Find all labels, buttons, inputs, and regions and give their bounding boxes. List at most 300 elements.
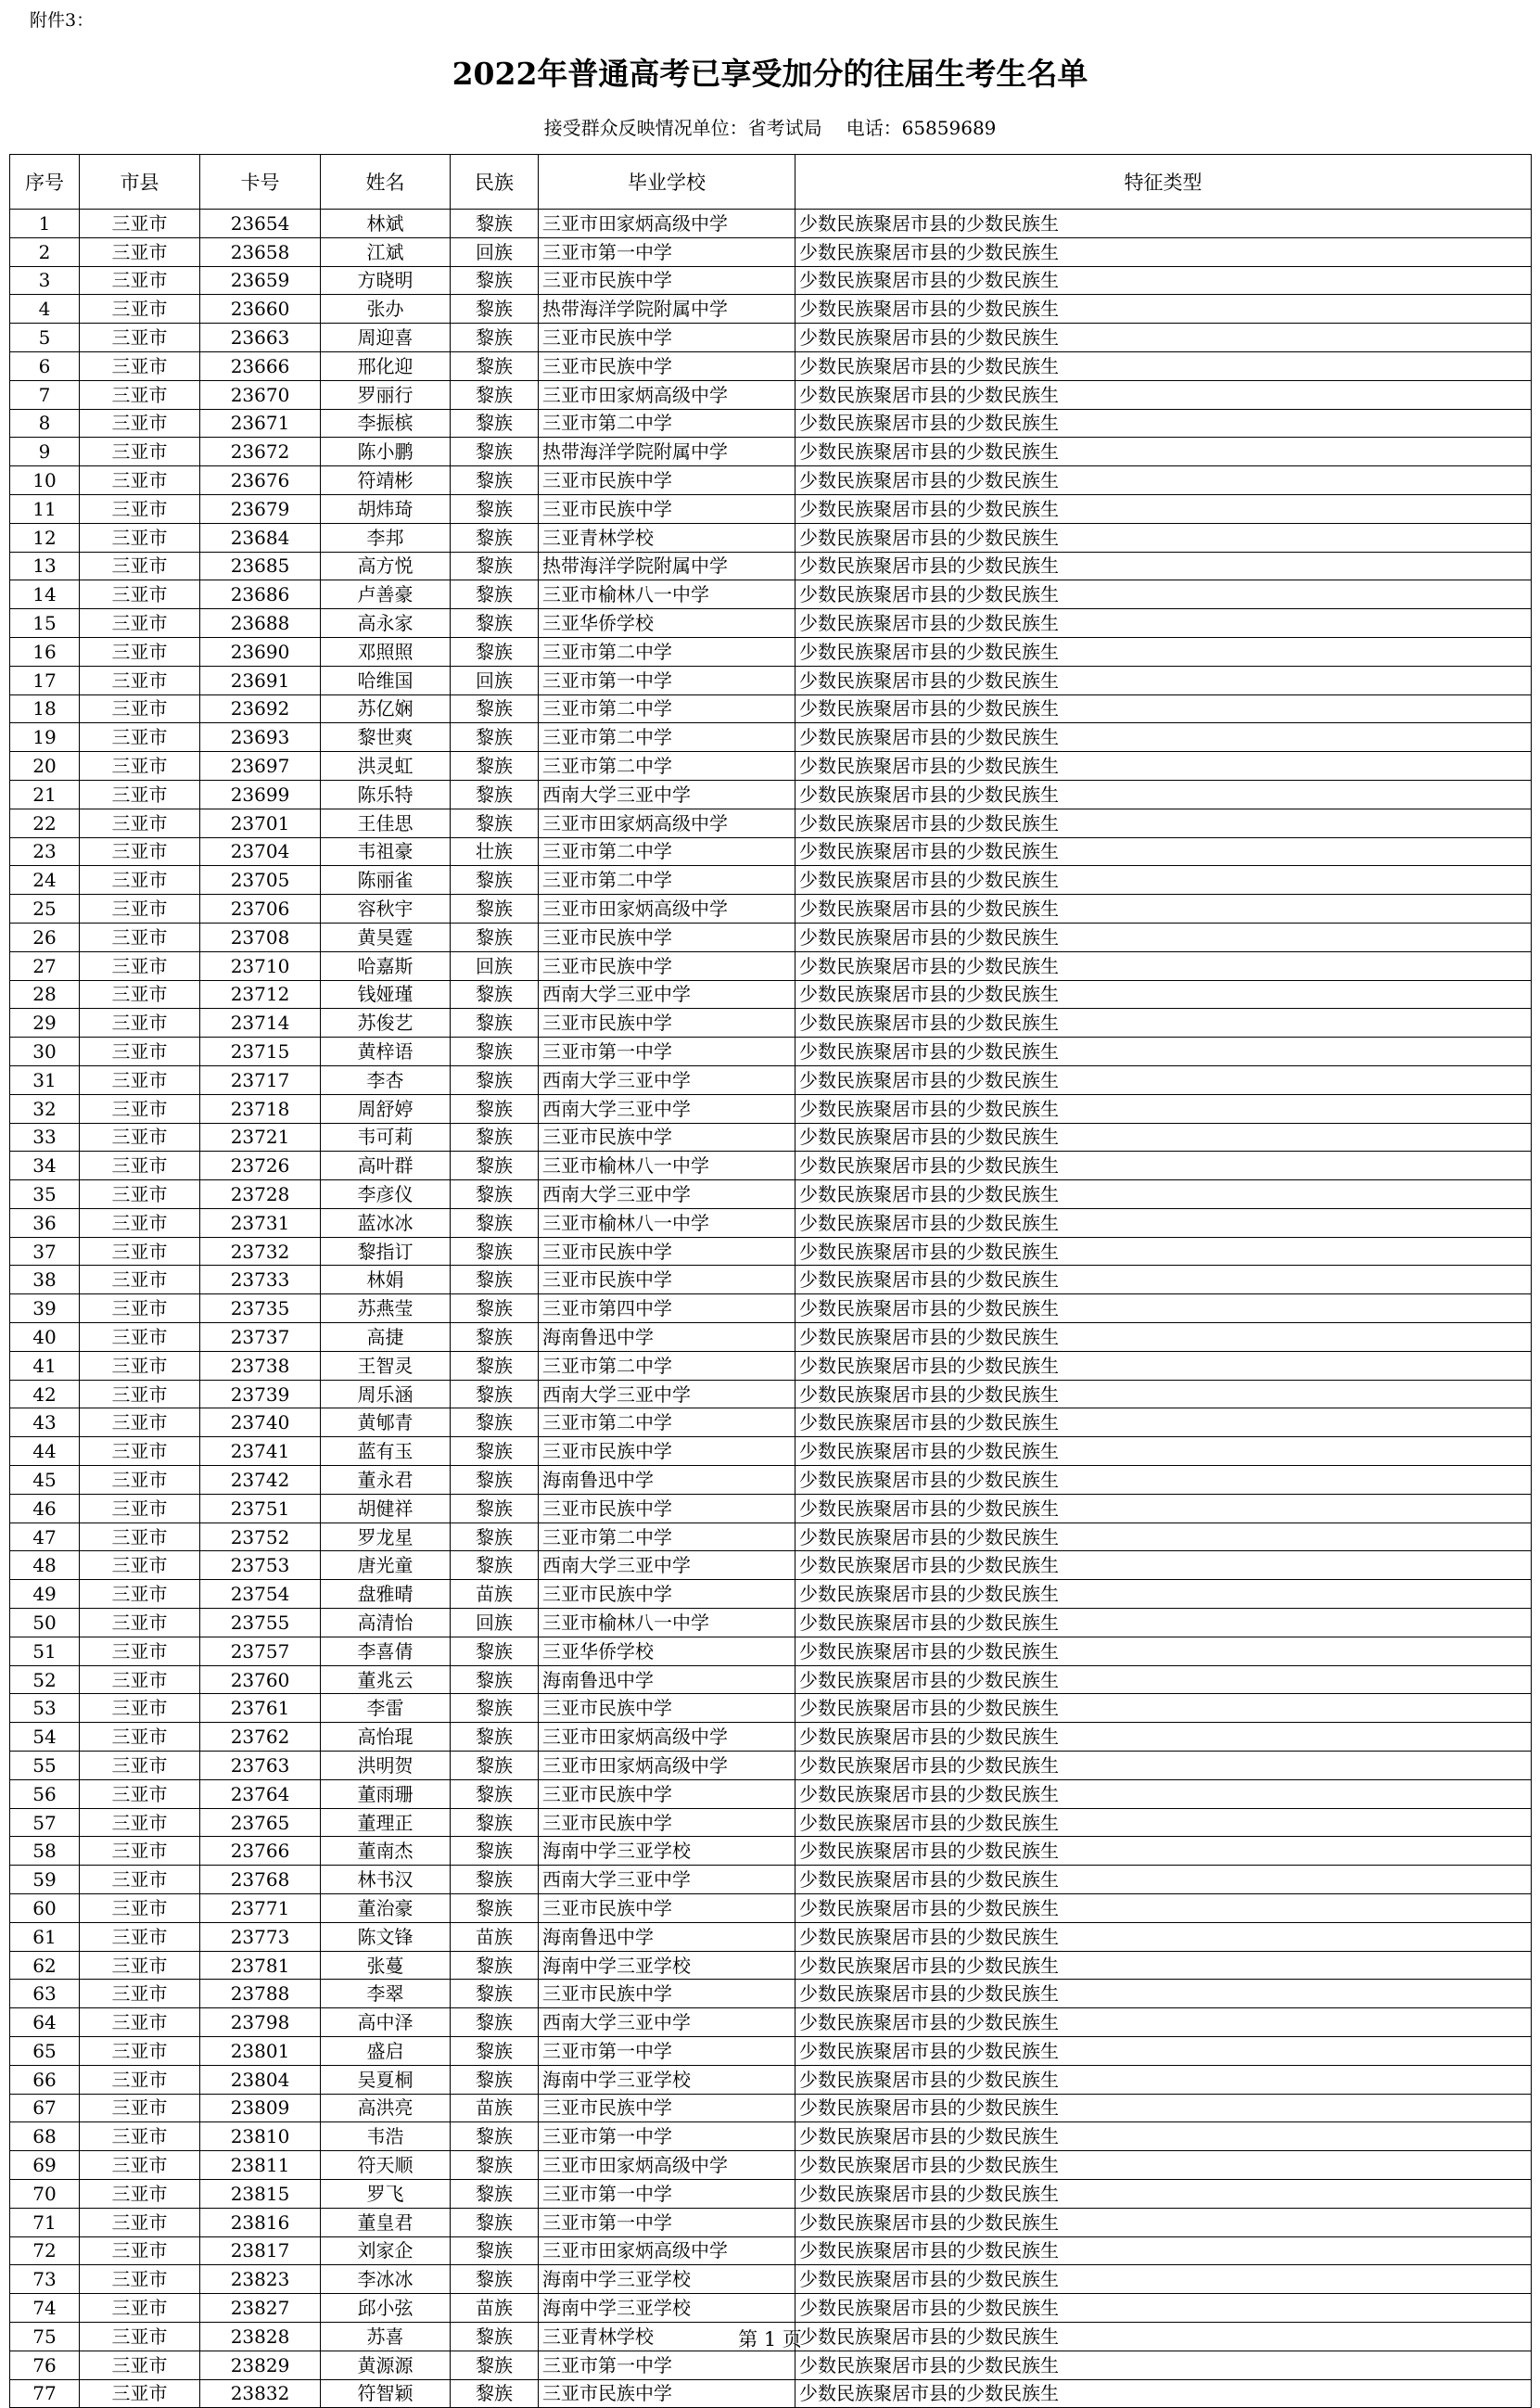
category-cell: 少数民族聚居市县的少数民族生 bbox=[795, 1094, 1532, 1123]
school-cell: 三亚市榆林八一中学 bbox=[539, 580, 795, 609]
category-cell: 少数民族聚居市县的少数民族生 bbox=[795, 637, 1532, 666]
category-cell: 少数民族聚居市县的少数民族生 bbox=[795, 1779, 1532, 1808]
name-cell: 李雷 bbox=[321, 1694, 451, 1723]
school-cell: 三亚市第一中学 bbox=[539, 2351, 795, 2379]
name-cell: 高清怡 bbox=[321, 1609, 451, 1637]
ethnicity-cell: 黎族 bbox=[451, 780, 539, 809]
ethnicity-cell: 黎族 bbox=[451, 2122, 539, 2151]
category-cell: 少数民族聚居市县的少数民族生 bbox=[795, 1752, 1532, 1780]
index-cell: 30 bbox=[10, 1038, 80, 1066]
name-cell: 林娟 bbox=[321, 1266, 451, 1294]
ethnicity-cell: 黎族 bbox=[451, 324, 539, 352]
school-cell: 三亚市第四中学 bbox=[539, 1294, 795, 1323]
school-cell: 三亚市榆林八一中学 bbox=[539, 1609, 795, 1637]
school-cell: 三亚市民族中学 bbox=[539, 1123, 795, 1152]
city-cell: 三亚市 bbox=[80, 1551, 200, 1580]
school-cell: 三亚市民族中学 bbox=[539, 494, 795, 523]
name-cell: 董兆云 bbox=[321, 1665, 451, 1694]
ethnicity-cell: 黎族 bbox=[451, 1038, 539, 1066]
index-cell: 5 bbox=[10, 324, 80, 352]
index-cell: 10 bbox=[10, 466, 80, 495]
city-cell: 三亚市 bbox=[80, 980, 200, 1009]
name-cell: 黎世爽 bbox=[321, 723, 451, 752]
ethnicity-cell: 黎族 bbox=[451, 637, 539, 666]
category-cell: 少数民族聚居市县的少数民族生 bbox=[795, 1494, 1532, 1523]
index-cell: 41 bbox=[10, 1351, 80, 1380]
table-row bbox=[10, 2379, 1532, 2408]
card-no-cell: 23768 bbox=[200, 1866, 321, 1894]
card-no-cell: 23762 bbox=[200, 1723, 321, 1752]
card-no-cell: 23760 bbox=[200, 1665, 321, 1694]
city-cell: 三亚市 bbox=[80, 1808, 200, 1837]
card-no-cell: 23732 bbox=[200, 1237, 321, 1266]
ethnicity-cell: 黎族 bbox=[451, 1494, 539, 1523]
ethnicity-cell: 黎族 bbox=[451, 1152, 539, 1180]
ethnicity-cell: 黎族 bbox=[451, 409, 539, 438]
category-cell: 少数民族聚居市县的少数民族生 bbox=[795, 1466, 1532, 1495]
index-cell: 45 bbox=[10, 1466, 80, 1495]
school-cell: 三亚市田家炳高级中学 bbox=[539, 1723, 795, 1752]
card-no-cell: 23827 bbox=[200, 2294, 321, 2323]
category-cell: 少数民族聚居市县的少数民族生 bbox=[795, 380, 1532, 409]
category-cell: 少数民族聚居市县的少数民族生 bbox=[795, 1694, 1532, 1723]
city-cell: 三亚市 bbox=[80, 2379, 200, 2408]
index-cell: 7 bbox=[10, 380, 80, 409]
category-cell: 少数民族聚居市县的少数民族生 bbox=[795, 1038, 1532, 1066]
card-no-cell: 23737 bbox=[200, 1323, 321, 1352]
school-cell: 西南大学三亚中学 bbox=[539, 1094, 795, 1123]
name-cell: 胡炜琦 bbox=[321, 494, 451, 523]
city-cell: 三亚市 bbox=[80, 1152, 200, 1180]
category-cell: 少数民族聚居市县的少数民族生 bbox=[795, 1980, 1532, 2008]
school-cell: 三亚市民族中学 bbox=[539, 351, 795, 380]
table-row bbox=[10, 2236, 1532, 2265]
school-cell: 三亚市民族中学 bbox=[539, 2379, 795, 2408]
ethnicity-cell: 黎族 bbox=[451, 609, 539, 638]
card-no-cell: 23721 bbox=[200, 1123, 321, 1152]
ethnicity-cell: 黎族 bbox=[451, 210, 539, 238]
name-cell: 董南杰 bbox=[321, 1837, 451, 1866]
ethnicity-cell: 苗族 bbox=[451, 2094, 539, 2122]
card-no-cell: 23829 bbox=[200, 2351, 321, 2379]
table-row bbox=[10, 1009, 1532, 1038]
index-cell: 28 bbox=[10, 980, 80, 1009]
card-no-cell: 23754 bbox=[200, 1580, 321, 1609]
name-cell: 李翠 bbox=[321, 1980, 451, 2008]
ethnicity-cell: 黎族 bbox=[451, 2379, 539, 2408]
city-cell: 三亚市 bbox=[80, 1609, 200, 1637]
name-cell: 李冰冰 bbox=[321, 2265, 451, 2294]
index-cell: 29 bbox=[10, 1009, 80, 1038]
card-no-cell: 23757 bbox=[200, 1637, 321, 1665]
name-cell: 高洪亮 bbox=[321, 2094, 451, 2122]
ethnicity-cell: 黎族 bbox=[451, 523, 539, 552]
ethnicity-cell: 黎族 bbox=[451, 1837, 539, 1866]
name-cell: 周迎喜 bbox=[321, 324, 451, 352]
ethnicity-cell: 黎族 bbox=[451, 1208, 539, 1237]
category-cell: 少数民族聚居市县的少数民族生 bbox=[795, 2294, 1532, 2323]
city-cell: 三亚市 bbox=[80, 1723, 200, 1752]
ethnicity-cell: 黎族 bbox=[451, 295, 539, 324]
category-cell: 少数民族聚居市县的少数民族生 bbox=[795, 2179, 1532, 2208]
table-row bbox=[10, 1752, 1532, 1780]
city-cell: 三亚市 bbox=[80, 266, 200, 295]
city-cell: 三亚市 bbox=[80, 295, 200, 324]
index-cell: 3 bbox=[10, 266, 80, 295]
city-cell: 三亚市 bbox=[80, 409, 200, 438]
school-cell: 西南大学三亚中学 bbox=[539, 1065, 795, 1094]
name-cell: 董理正 bbox=[321, 1808, 451, 1837]
table-row bbox=[10, 2151, 1532, 2180]
table-row bbox=[10, 266, 1532, 295]
city-cell: 三亚市 bbox=[80, 2351, 200, 2379]
city-cell: 三亚市 bbox=[80, 2037, 200, 2066]
school-cell: 三亚市民族中学 bbox=[539, 466, 795, 495]
index-cell: 68 bbox=[10, 2122, 80, 2151]
ethnicity-cell: 黎族 bbox=[451, 2351, 539, 2379]
index-cell: 43 bbox=[10, 1408, 80, 1437]
index-cell: 22 bbox=[10, 809, 80, 837]
school-cell: 海南鲁迅中学 bbox=[539, 1323, 795, 1352]
city-cell: 三亚市 bbox=[80, 1380, 200, 1408]
name-cell: 王智灵 bbox=[321, 1351, 451, 1380]
table-row bbox=[10, 1437, 1532, 1466]
city-cell: 三亚市 bbox=[80, 1752, 200, 1780]
name-cell: 董治豪 bbox=[321, 1894, 451, 1923]
category-cell: 少数民族聚居市县的少数民族生 bbox=[795, 1294, 1532, 1323]
category-cell: 少数民族聚居市县的少数民族生 bbox=[795, 2094, 1532, 2122]
student-table bbox=[9, 154, 1532, 2408]
category-cell: 少数民族聚居市县的少数民族生 bbox=[795, 466, 1532, 495]
ethnicity-cell: 黎族 bbox=[451, 866, 539, 895]
name-cell: 哈维国 bbox=[321, 666, 451, 694]
table-row bbox=[10, 1323, 1532, 1352]
card-no-cell: 23766 bbox=[200, 1837, 321, 1866]
table-row bbox=[10, 1408, 1532, 1437]
index-cell: 49 bbox=[10, 1580, 80, 1609]
ethnicity-cell: 黎族 bbox=[451, 1123, 539, 1152]
card-no-cell: 23765 bbox=[200, 1808, 321, 1837]
city-cell: 三亚市 bbox=[80, 1408, 200, 1437]
name-cell: 周乐涵 bbox=[321, 1380, 451, 1408]
ethnicity-cell: 黎族 bbox=[451, 494, 539, 523]
category-cell: 少数民族聚居市县的少数民族生 bbox=[795, 923, 1532, 951]
ethnicity-cell: 黎族 bbox=[451, 380, 539, 409]
table-row bbox=[10, 1266, 1532, 1294]
school-cell: 海南鲁迅中学 bbox=[539, 1922, 795, 1951]
card-no-cell: 23693 bbox=[200, 723, 321, 752]
school-cell: 三亚市民族中学 bbox=[539, 1494, 795, 1523]
school-cell: 三亚市田家炳高级中学 bbox=[539, 1752, 795, 1780]
school-cell: 海南鲁迅中学 bbox=[539, 1665, 795, 1694]
school-cell: 三亚青林学校 bbox=[539, 523, 795, 552]
ethnicity-cell: 黎族 bbox=[451, 2179, 539, 2208]
category-cell: 少数民族聚居市县的少数民族生 bbox=[795, 1408, 1532, 1437]
card-no-cell: 23817 bbox=[200, 2236, 321, 2265]
city-cell: 三亚市 bbox=[80, 2151, 200, 2180]
ethnicity-cell: 黎族 bbox=[451, 1094, 539, 1123]
category-cell: 少数民族聚居市县的少数民族生 bbox=[795, 1123, 1532, 1152]
category-cell: 少数民族聚居市县的少数民族生 bbox=[795, 2265, 1532, 2294]
index-cell: 36 bbox=[10, 1208, 80, 1237]
category-cell: 少数民族聚居市县的少数民族生 bbox=[795, 609, 1532, 638]
card-no-cell: 23781 bbox=[200, 1951, 321, 1980]
category-cell: 少数民族聚居市县的少数民族生 bbox=[795, 1208, 1532, 1237]
city-cell: 三亚市 bbox=[80, 523, 200, 552]
table-row bbox=[10, 351, 1532, 380]
card-no-cell: 23690 bbox=[200, 637, 321, 666]
table-row bbox=[10, 1208, 1532, 1237]
category-cell: 少数民族聚居市县的少数民族生 bbox=[795, 694, 1532, 723]
index-cell: 21 bbox=[10, 780, 80, 809]
city-cell: 三亚市 bbox=[80, 609, 200, 638]
category-cell: 少数民族聚居市县的少数民族生 bbox=[795, 1551, 1532, 1580]
ethnicity-cell: 黎族 bbox=[451, 2265, 539, 2294]
category-cell: 少数民族聚居市县的少数民族生 bbox=[795, 809, 1532, 837]
city-cell: 三亚市 bbox=[80, 2322, 200, 2351]
school-cell: 西南大学三亚中学 bbox=[539, 1380, 795, 1408]
school-cell: 三亚市民族中学 bbox=[539, 1237, 795, 1266]
index-cell: 62 bbox=[10, 1951, 80, 1980]
category-cell: 少数民族聚居市县的少数民族生 bbox=[795, 2208, 1532, 2236]
card-no-cell: 23804 bbox=[200, 2065, 321, 2094]
card-no-cell: 23738 bbox=[200, 1351, 321, 1380]
school-cell: 三亚市民族中学 bbox=[539, 923, 795, 951]
index-cell: 76 bbox=[10, 2351, 80, 2379]
name-cell: 高中泽 bbox=[321, 2008, 451, 2037]
school-cell: 三亚市民族中学 bbox=[539, 1694, 795, 1723]
school-cell: 西南大学三亚中学 bbox=[539, 2008, 795, 2037]
ethnicity-cell: 黎族 bbox=[451, 694, 539, 723]
index-cell: 60 bbox=[10, 1894, 80, 1923]
card-no-cell: 23764 bbox=[200, 1779, 321, 1808]
table-row bbox=[10, 752, 1532, 781]
index-cell: 71 bbox=[10, 2208, 80, 2236]
city-cell: 三亚市 bbox=[80, 438, 200, 466]
school-cell: 三亚市民族中学 bbox=[539, 1437, 795, 1466]
document-title: 2022年普通高考已享受加分的往届生考生名单 bbox=[452, 56, 1088, 92]
ethnicity-cell: 回族 bbox=[451, 1609, 539, 1637]
name-cell: 盘雅晴 bbox=[321, 1580, 451, 1609]
category-cell: 少数民族聚居市县的少数民族生 bbox=[795, 351, 1532, 380]
ethnicity-cell: 黎族 bbox=[451, 1009, 539, 1038]
school-cell: 三亚市第二中学 bbox=[539, 866, 795, 895]
table-row bbox=[10, 1980, 1532, 2008]
school-cell: 三亚市田家炳高级中学 bbox=[539, 895, 795, 924]
card-no-cell: 23714 bbox=[200, 1009, 321, 1038]
card-no-cell: 23809 bbox=[200, 2094, 321, 2122]
name-cell: 苏俊艺 bbox=[321, 1009, 451, 1038]
name-cell: 高捷 bbox=[321, 1323, 451, 1352]
header-category: 特征类型 bbox=[795, 155, 1532, 210]
card-no-cell: 23740 bbox=[200, 1408, 321, 1437]
name-cell: 黄梓语 bbox=[321, 1038, 451, 1066]
table-row bbox=[10, 1637, 1532, 1665]
table-row bbox=[10, 1894, 1532, 1923]
table-row bbox=[10, 1694, 1532, 1723]
ethnicity-cell: 黎族 bbox=[451, 2322, 539, 2351]
city-cell: 三亚市 bbox=[80, 1951, 200, 1980]
school-cell: 三亚市第二中学 bbox=[539, 694, 795, 723]
index-cell: 38 bbox=[10, 1266, 80, 1294]
index-cell: 48 bbox=[10, 1551, 80, 1580]
index-cell: 11 bbox=[10, 494, 80, 523]
card-no-cell: 23773 bbox=[200, 1922, 321, 1951]
index-cell: 15 bbox=[10, 609, 80, 638]
index-cell: 46 bbox=[10, 1494, 80, 1523]
category-cell: 少数民族聚居市县的少数民族生 bbox=[795, 1065, 1532, 1094]
city-cell: 三亚市 bbox=[80, 1894, 200, 1923]
category-cell: 少数民族聚居市县的少数民族生 bbox=[795, 780, 1532, 809]
table-row bbox=[10, 1808, 1532, 1837]
category-cell: 少数民族聚居市县的少数民族生 bbox=[795, 866, 1532, 895]
city-cell: 三亚市 bbox=[80, 1351, 200, 1380]
name-cell: 洪灵虹 bbox=[321, 752, 451, 781]
category-cell: 少数民族聚居市县的少数民族生 bbox=[795, 438, 1532, 466]
category-cell: 少数民族聚居市县的少数民族生 bbox=[795, 2037, 1532, 2066]
card-no-cell: 23771 bbox=[200, 1894, 321, 1923]
name-cell: 黄源源 bbox=[321, 2351, 451, 2379]
name-cell: 陈丽雀 bbox=[321, 866, 451, 895]
index-cell: 61 bbox=[10, 1922, 80, 1951]
index-cell: 72 bbox=[10, 2236, 80, 2265]
table-row bbox=[10, 1494, 1532, 1523]
ethnicity-cell: 黎族 bbox=[451, 1294, 539, 1323]
index-cell: 40 bbox=[10, 1323, 80, 1352]
category-cell: 少数民族聚居市县的少数民族生 bbox=[795, 266, 1532, 295]
ethnicity-cell: 黎族 bbox=[451, 895, 539, 924]
index-cell: 19 bbox=[10, 723, 80, 752]
index-cell: 55 bbox=[10, 1752, 80, 1780]
table-row bbox=[10, 666, 1532, 694]
ethnicity-cell: 黎族 bbox=[451, 438, 539, 466]
name-cell: 邓照照 bbox=[321, 637, 451, 666]
city-cell: 三亚市 bbox=[80, 1180, 200, 1209]
table-row bbox=[10, 494, 1532, 523]
school-cell: 三亚市第一中学 bbox=[539, 2179, 795, 2208]
name-cell: 胡健祥 bbox=[321, 1494, 451, 1523]
index-cell: 63 bbox=[10, 1980, 80, 2008]
name-cell: 符智颖 bbox=[321, 2379, 451, 2408]
index-cell: 16 bbox=[10, 637, 80, 666]
index-cell: 31 bbox=[10, 1065, 80, 1094]
school-cell: 三亚华侨学校 bbox=[539, 609, 795, 638]
name-cell: 韦可莉 bbox=[321, 1123, 451, 1152]
ethnicity-cell: 黎族 bbox=[451, 1523, 539, 1551]
ethnicity-cell: 黎族 bbox=[451, 752, 539, 781]
school-cell: 三亚市田家炳高级中学 bbox=[539, 380, 795, 409]
name-cell: 黄郇青 bbox=[321, 1408, 451, 1437]
ethnicity-cell: 黎族 bbox=[451, 2208, 539, 2236]
index-cell: 56 bbox=[10, 1779, 80, 1808]
ethnicity-cell: 黎族 bbox=[451, 1466, 539, 1495]
school-cell: 三亚市民族中学 bbox=[539, 1266, 795, 1294]
school-cell: 三亚市第二中学 bbox=[539, 637, 795, 666]
header-card-no: 卡号 bbox=[200, 155, 321, 210]
school-cell: 三亚市民族中学 bbox=[539, 1580, 795, 1609]
index-cell: 37 bbox=[10, 1237, 80, 1266]
card-no-cell: 23733 bbox=[200, 1266, 321, 1294]
city-cell: 三亚市 bbox=[80, 895, 200, 924]
category-cell: 少数民族聚居市县的少数民族生 bbox=[795, 2322, 1532, 2351]
table-row bbox=[10, 210, 1532, 238]
city-cell: 三亚市 bbox=[80, 2122, 200, 2151]
index-cell: 65 bbox=[10, 2037, 80, 2066]
city-cell: 三亚市 bbox=[80, 494, 200, 523]
city-cell: 三亚市 bbox=[80, 666, 200, 694]
school-cell: 热带海洋学院附属中学 bbox=[539, 295, 795, 324]
category-cell: 少数民族聚居市县的少数民族生 bbox=[795, 409, 1532, 438]
name-cell: 苏燕莹 bbox=[321, 1294, 451, 1323]
table-row bbox=[10, 1723, 1532, 1752]
city-cell: 三亚市 bbox=[80, 1922, 200, 1951]
city-cell: 三亚市 bbox=[80, 1094, 200, 1123]
index-cell: 53 bbox=[10, 1694, 80, 1723]
ethnicity-cell: 黎族 bbox=[451, 1266, 539, 1294]
card-no-cell: 23828 bbox=[200, 2322, 321, 2351]
name-cell: 林书汉 bbox=[321, 1866, 451, 1894]
card-no-cell: 23658 bbox=[200, 237, 321, 266]
card-no-cell: 23753 bbox=[200, 1551, 321, 1580]
index-cell: 33 bbox=[10, 1123, 80, 1152]
city-cell: 三亚市 bbox=[80, 2265, 200, 2294]
ethnicity-cell: 黎族 bbox=[451, 1665, 539, 1694]
school-cell: 三亚市第一中学 bbox=[539, 1038, 795, 1066]
index-cell: 4 bbox=[10, 295, 80, 324]
index-cell: 2 bbox=[10, 237, 80, 266]
category-cell: 少数民族聚居市县的少数民族生 bbox=[795, 1637, 1532, 1665]
index-cell: 6 bbox=[10, 351, 80, 380]
table-row bbox=[10, 780, 1532, 809]
name-cell: 苏亿娴 bbox=[321, 694, 451, 723]
table-row bbox=[10, 1523, 1532, 1551]
table-row bbox=[10, 1922, 1532, 1951]
name-cell: 高怡琨 bbox=[321, 1723, 451, 1752]
header-city: 市县 bbox=[80, 155, 200, 210]
index-cell: 59 bbox=[10, 1866, 80, 1894]
card-no-cell: 23816 bbox=[200, 2208, 321, 2236]
card-no-cell: 23688 bbox=[200, 609, 321, 638]
name-cell: 高方悦 bbox=[321, 552, 451, 580]
name-cell: 董皇君 bbox=[321, 2208, 451, 2236]
table-row bbox=[10, 380, 1532, 409]
city-cell: 三亚市 bbox=[80, 1237, 200, 1266]
city-cell: 三亚市 bbox=[80, 694, 200, 723]
school-cell: 西南大学三亚中学 bbox=[539, 1551, 795, 1580]
category-cell: 少数民族聚居市县的少数民族生 bbox=[795, 1866, 1532, 1894]
card-no-cell: 23752 bbox=[200, 1523, 321, 1551]
card-no-cell: 23755 bbox=[200, 1609, 321, 1637]
category-cell: 少数民族聚居市县的少数民族生 bbox=[795, 1609, 1532, 1637]
index-cell: 13 bbox=[10, 552, 80, 580]
category-cell: 少数民族聚居市县的少数民族生 bbox=[795, 1152, 1532, 1180]
ethnicity-cell: 黎族 bbox=[451, 552, 539, 580]
card-no-cell: 23692 bbox=[200, 694, 321, 723]
school-cell: 三亚市第二中学 bbox=[539, 723, 795, 752]
card-no-cell: 23701 bbox=[200, 809, 321, 837]
index-cell: 14 bbox=[10, 580, 80, 609]
city-cell: 三亚市 bbox=[80, 1437, 200, 1466]
name-cell: 高叶群 bbox=[321, 1152, 451, 1180]
school-cell: 三亚市田家炳高级中学 bbox=[539, 210, 795, 238]
ethnicity-cell: 回族 bbox=[451, 951, 539, 980]
index-cell: 52 bbox=[10, 1665, 80, 1694]
table-row bbox=[10, 1580, 1532, 1609]
name-cell: 哈嘉斯 bbox=[321, 951, 451, 980]
school-cell: 三亚市榆林八一中学 bbox=[539, 1152, 795, 1180]
index-cell: 42 bbox=[10, 1380, 80, 1408]
card-no-cell: 23691 bbox=[200, 666, 321, 694]
